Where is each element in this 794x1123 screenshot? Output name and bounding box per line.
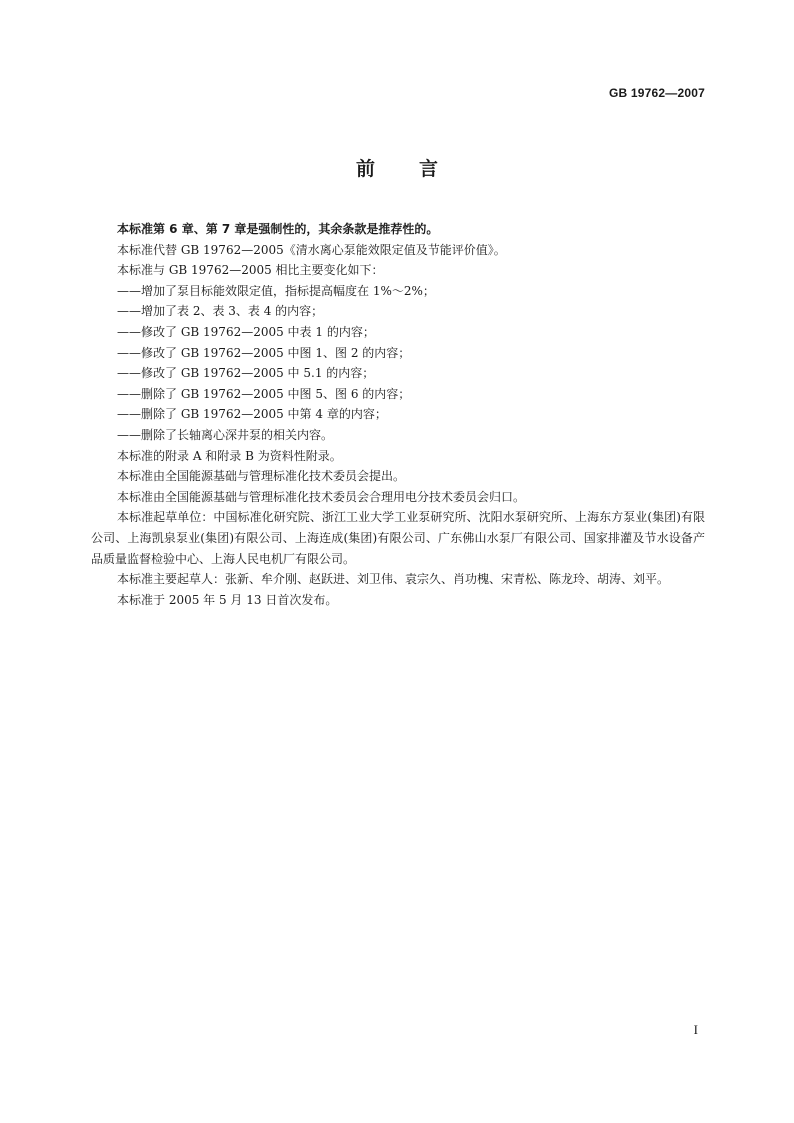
change-item: ——增加了泵目标能效限定值，指标提高幅度在 1%～2%； — [117, 283, 435, 298]
change-item: ——删除了 GB 19762—2005 中图 5、图 6 的内容； — [117, 386, 411, 401]
change-item: ——修改了 GB 19762—2005 中图 1、图 2 的内容； — [117, 345, 411, 360]
paragraph-drafters: 本标准主要起草人：张新、牟介刚、赵跃进、刘卫伟、袁宗久、肖功槐、宋青松、陈龙玲、胡涛、刘平。 — [117, 572, 670, 587]
page-title: 前言 — [355, 158, 482, 180]
paragraph-replaces: 本标准代替 GB 19762—2005《清水离心泵能效限定值及节能评价值》。 — [117, 242, 506, 257]
paragraph-administered-by: 本标准由全国能源基础与管理标准化技术委员会合理用电分技术委员会归口。 — [117, 489, 526, 504]
paragraph-drafting-units: 本标准起草单位：中国标准化研究院、浙江工业大学工业泵研究所、沈阳水泵研究所、上海东方泵业(集团)有限公司、上海凯泉泵业(集团)有限公司、上海连成(集团)有限公司、广东佛山水泵厂有限公司、国家排灌及节水设备产品质量监督检验中心、上海人民电机厂有限公司。 — [91, 510, 705, 566]
change-item: ——删除了 GB 19762—2005 中第 4 章的内容； — [117, 407, 387, 422]
paragraph-mandatory-clauses: 本标准第 6 章、第 7 章是强制性的，其余条款是推荐性的。 — [117, 222, 439, 236]
standard-code: GB 19762—2007 — [609, 86, 705, 100]
change-item: ——增加了表 2、表 3、表 4 的内容； — [117, 304, 324, 319]
preface-body — [91, 219, 705, 610]
paragraph-changes-intro: 本标准与 GB 19762—2005 相比主要变化如下： — [117, 263, 384, 278]
page-number: I — [693, 1022, 698, 1037]
change-item: ——删除了长轴离心深井泵的相关内容。 — [117, 427, 334, 442]
paragraph-appendix: 本标准的附录 A 和附录 B 为资料性附录。 — [117, 448, 342, 463]
paragraph-first-published: 本标准于 2005 年 5 月 13 日首次发布。 — [117, 592, 338, 607]
paragraph-proposed-by: 本标准由全国能源基础与管理标准化技术委员会提出。 — [117, 469, 406, 484]
change-item: ——修改了 GB 19762—2005 中 5.1 的内容； — [117, 366, 375, 381]
change-item: ——修改了 GB 19762—2005 中表 1 的内容； — [117, 324, 375, 339]
